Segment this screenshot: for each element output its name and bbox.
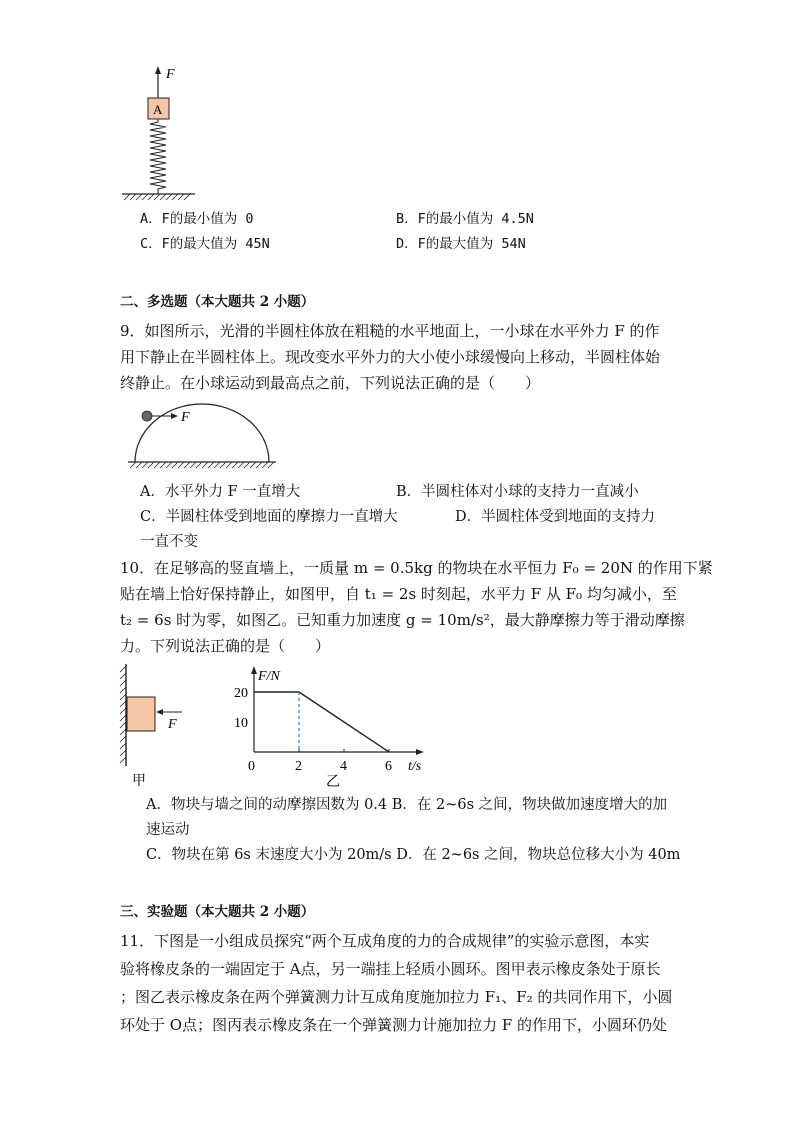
x-tick-label-2: 2 xyxy=(295,759,302,774)
spring-block-figure xyxy=(110,60,220,210)
q8-option-a: A．F的最小值为 0 xyxy=(140,211,254,227)
q9-line-1: 9．如图所示，光滑的半圆柱体放在粗糙的水平地面上，一小球在水平外力 F 的作 xyxy=(120,322,660,340)
q10-line-2: 贴在墙上恰好保持静止，如图甲，自 t₁ = 2s 时刻起，水平力 F 从 F₀ 均匀减小，至 xyxy=(120,585,677,603)
q11-line-2: 验将橡皮条的一端固定于 A点，另一端挂上轻质小圆环。图甲表示橡皮条处于原长 xyxy=(120,960,661,978)
y-tick-label-10: 10 xyxy=(234,716,248,731)
wall-block-figure xyxy=(110,660,210,790)
q9-option-d: D．半圆柱体受到地面的支持力 xyxy=(455,509,656,525)
figure-caption: 甲 xyxy=(132,774,146,789)
q9-option-a: A．水平外力 F 一直增大 xyxy=(140,484,301,500)
force-label: F xyxy=(166,67,175,82)
x-axis-label: t/s xyxy=(408,759,422,774)
q9-line-3: 终静止。在小球运动到最高点之前，下列说法正确的是（ ） xyxy=(120,374,541,392)
y-tick-label-20: 20 xyxy=(234,686,248,701)
force-arrow-head xyxy=(155,66,161,74)
q10-option-b-cont: 速运动 xyxy=(146,822,190,838)
x-tick-label-6: 6 xyxy=(385,759,392,774)
y-axis-arrow xyxy=(251,666,257,674)
q9-option-b: B．半圆柱体对小球的支持力一直减小 xyxy=(396,484,639,500)
series-line xyxy=(254,692,389,752)
q8-option-c: C．F的最大值为 45N xyxy=(140,236,270,252)
half-cylinder xyxy=(135,404,269,462)
force-label: F xyxy=(181,410,190,425)
wall-hatch xyxy=(120,666,126,763)
ground-hatch xyxy=(124,194,190,200)
q9-option-d-cont: 一直不变 xyxy=(140,534,198,550)
q10-option-ab: A．物块与墙之间的动摩擦因数为 0.4 B．在 2~6s 之间，物块做加速度增大的加 xyxy=(146,797,668,813)
q9-option-c: C．半圆柱体受到地面的摩擦力一直增大 xyxy=(140,509,398,525)
q11-line-3: ；图乙表示橡皮条在两个弹簧测力计互成角度施加拉力 F₁、F₂ 的共同作用下，小圆 xyxy=(120,988,673,1006)
block-label: A xyxy=(153,102,163,117)
x-axis-arrow xyxy=(416,749,424,755)
q10-line-3: t₂ = 6s 时为零，如图乙。已知重力加速度 g = 10m/s²，最大静摩擦力等于滑动摩擦 xyxy=(120,611,685,629)
chart-caption: 乙 xyxy=(326,775,340,790)
x-tick-label-0: 0 xyxy=(248,759,255,774)
q11-line-4: 环处于 O点；图丙表示橡皮条在一个弹簧测力计施加拉力 F 的作用下，小圆环仍处 xyxy=(120,1016,668,1034)
force-time-chart xyxy=(228,662,438,790)
x-tick-label-4: 4 xyxy=(340,759,347,774)
q10-line-1: 10．在足够高的竖直墙上，一质量 m = 0.5kg 的物块在水平恒力 F₀ = 20N 的作用下紧 xyxy=(120,559,713,577)
spring xyxy=(150,119,166,194)
q10-option-cd: C．物块在第 6s 末速度大小为 20m/s D．在 2~6s 之间，物块总位移大小为 40m xyxy=(146,847,681,863)
half-cylinder-figure xyxy=(120,398,280,478)
section-2-title: 二、多选题（本大题共 2 小题） xyxy=(120,294,315,310)
q10-line-4: 力。下列说法正确的是（ ） xyxy=(120,637,331,655)
q11-line-1: 11．下图是一小组成员探究“两个互成角度的力的合成规律”的实验示意图，本实 xyxy=(120,932,650,950)
force-label: F xyxy=(168,717,177,732)
y-axis-label: F/N xyxy=(258,669,280,684)
force-arrow-head xyxy=(171,413,178,419)
q8-option-b: B．F的最小值为 4.5N xyxy=(396,211,534,227)
block xyxy=(127,697,155,731)
section-3-title: 三、实验题（本大题共 2 小题） xyxy=(120,904,315,920)
q9-line-2: 用下静止在半圆柱体上。现改变水平外力的大小使小球缓慢向上移动，半圆柱体始 xyxy=(120,348,661,366)
ground-hatch xyxy=(130,462,274,468)
q8-option-d: D．F的最大值为 54N xyxy=(396,236,526,252)
force-arrow-head xyxy=(156,709,163,715)
ball xyxy=(142,411,152,421)
